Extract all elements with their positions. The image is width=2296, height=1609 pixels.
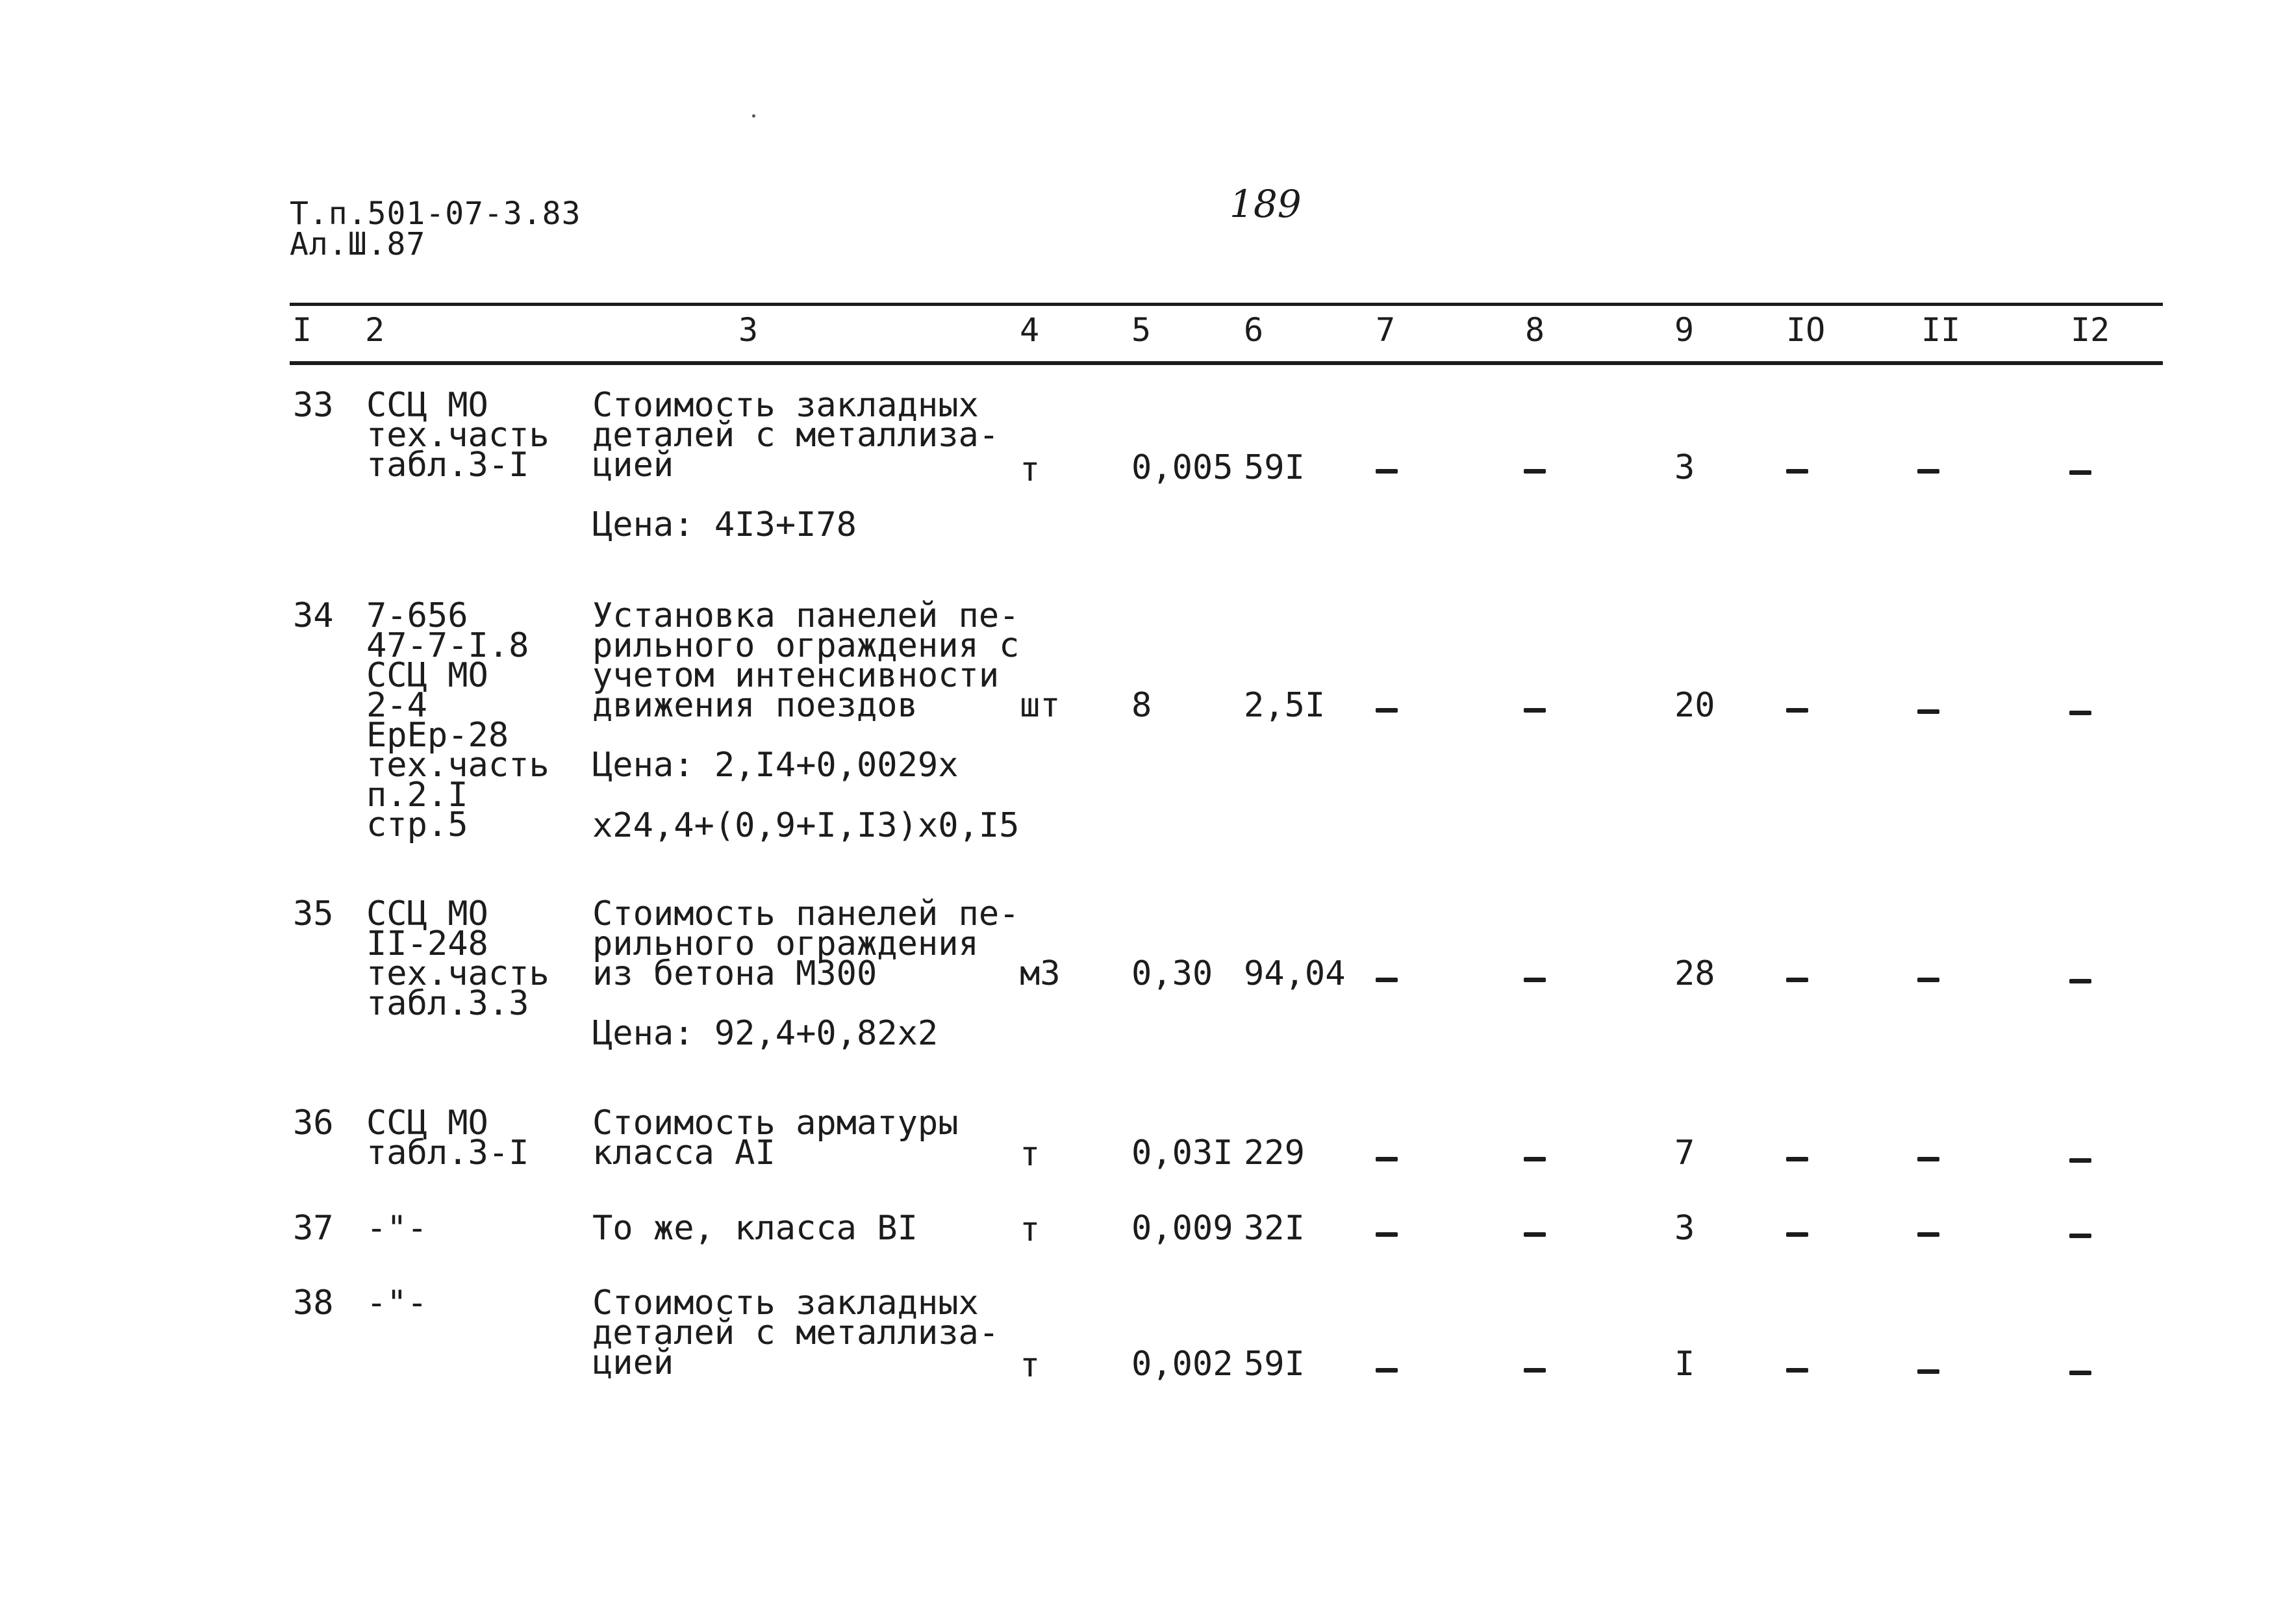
album-sheet: Ал.Ш.87 <box>290 226 426 262</box>
dash-col7 <box>1376 978 1398 982</box>
row-cost: 2,5I <box>1244 686 1326 725</box>
row-number: 38 <box>293 1284 334 1323</box>
row-col9: 28 <box>1674 954 1715 993</box>
col-header-1: I <box>292 311 312 349</box>
dash-col10 <box>1786 1368 1808 1373</box>
row-source: -"- <box>366 1209 427 1248</box>
dash-col11 <box>1917 709 1939 714</box>
dash-col7 <box>1376 1157 1398 1161</box>
row-number: 36 <box>293 1104 334 1143</box>
row-quantity: 0,009 <box>1131 1209 1233 1248</box>
col-header-7: 7 <box>1376 311 1396 349</box>
row-quantity: 0,005 <box>1131 448 1233 487</box>
row-number: 37 <box>293 1209 334 1248</box>
row-source: ССЦ МО тех.часть табл.3-I <box>366 386 549 485</box>
col-header-8: 8 <box>1525 311 1545 349</box>
dash-col10 <box>1786 469 1808 474</box>
row-col9: I <box>1674 1345 1695 1384</box>
row-quantity: 8 <box>1131 686 1152 725</box>
dash-col12 <box>2069 1158 2091 1163</box>
row-cost: 59I <box>1244 1345 1305 1384</box>
dash-col8 <box>1524 978 1546 982</box>
document-code: Т.п.501-07-3.83 <box>290 196 581 232</box>
dash-col7 <box>1376 1232 1398 1237</box>
dash-col12 <box>2069 470 2091 475</box>
row-number: 35 <box>293 894 334 933</box>
row-cost: 229 <box>1244 1134 1305 1172</box>
dash-col8 <box>1524 469 1546 474</box>
row-quantity: 0,002 <box>1131 1345 1233 1384</box>
dash-col12 <box>2069 711 2091 715</box>
dash-col11 <box>1917 978 1939 982</box>
row-description: Стоимость панелей пе- рильного ограждения из бетона М300 <box>592 894 1020 993</box>
dash-col7 <box>1376 1368 1398 1373</box>
row-quantity: 0,03I <box>1131 1134 1233 1172</box>
page-number: 189 <box>1230 182 1302 226</box>
row-unit: т <box>1020 1346 1041 1385</box>
row-unit: м3 <box>1020 954 1061 993</box>
row-unit: т <box>1020 1210 1041 1249</box>
dash-col8 <box>1524 708 1546 713</box>
row-description: Стоимость закладных деталей с металлиза- цией <box>592 1284 1000 1382</box>
row-description: Стоимость закладных деталей с металлиза- цией <box>592 386 1000 485</box>
dash-col8 <box>1524 1232 1546 1237</box>
row-col9: 3 <box>1674 1209 1695 1248</box>
row-col9: 7 <box>1674 1134 1695 1172</box>
col-header-9: 9 <box>1674 311 1695 349</box>
dash-col11 <box>1917 469 1939 474</box>
col-header-11: II <box>1921 311 1961 349</box>
row-description: Стоимость арматуры класса АI <box>592 1104 959 1172</box>
row-unit: т <box>1020 1135 1041 1174</box>
dash-col8 <box>1524 1157 1546 1161</box>
table-top-rule <box>290 303 2163 306</box>
dash-col10 <box>1786 1157 1808 1161</box>
row-cost: 32I <box>1244 1209 1305 1248</box>
dash-col11 <box>1917 1157 1939 1161</box>
dash-col11 <box>1917 1369 1939 1374</box>
row-cost: 94,04 <box>1244 954 1346 993</box>
col-header-6: 6 <box>1244 311 1264 349</box>
row-description: То же, класса ВI <box>592 1209 918 1248</box>
row-source: 7-656 47-7-I.8 ССЦ МО 2-4 ЕрЕр-28 тех.часть п.2.I стр.5 <box>366 596 549 844</box>
row-unit: т <box>1020 450 1041 489</box>
col-header-3: 3 <box>738 311 759 349</box>
col-header-5: 5 <box>1131 311 1152 349</box>
scan-speck <box>752 114 755 118</box>
dash-col12 <box>2069 979 2091 983</box>
col-header-12: I2 <box>2071 311 2110 349</box>
row-unit: шт <box>1020 686 1061 725</box>
dash-col11 <box>1917 1232 1939 1237</box>
row-price: Цена: 2,I4+0,0029х <box>592 746 959 785</box>
dash-col7 <box>1376 469 1398 474</box>
row-number: 33 <box>293 386 334 425</box>
row-source: ССЦ МО II-248 тех.часть табл.3.3 <box>366 894 549 1023</box>
col-header-4: 4 <box>1020 311 1040 349</box>
dash-col10 <box>1786 1232 1808 1237</box>
row-quantity: 0,30 <box>1131 954 1213 993</box>
row-cost: 59I <box>1244 448 1305 487</box>
row-price-continued: х24,4+(0,9+I,I3)х0,I5 <box>592 806 1020 845</box>
row-description: Установка панелей пе- рильного ограждения с учетом интенсивности движения поездов <box>592 596 1020 725</box>
row-source: -"- <box>366 1284 427 1323</box>
row-col9: 3 <box>1674 448 1695 487</box>
dash-col8 <box>1524 1368 1546 1373</box>
dash-col10 <box>1786 708 1808 713</box>
dash-col12 <box>2069 1371 2091 1375</box>
row-price: Цена: 4I3+I78 <box>592 505 857 544</box>
dash-col10 <box>1786 978 1808 982</box>
col-header-10: IO <box>1786 311 1826 349</box>
row-source: ССЦ МО табл.3-I <box>366 1104 529 1172</box>
dash-col7 <box>1376 708 1398 713</box>
table-header-rule <box>290 361 2163 365</box>
row-number: 34 <box>293 596 334 635</box>
col-header-2: 2 <box>365 311 385 349</box>
row-price: Цена: 92,4+0,82х2 <box>592 1014 939 1053</box>
dash-col12 <box>2069 1234 2091 1238</box>
row-col9: 20 <box>1674 686 1715 725</box>
